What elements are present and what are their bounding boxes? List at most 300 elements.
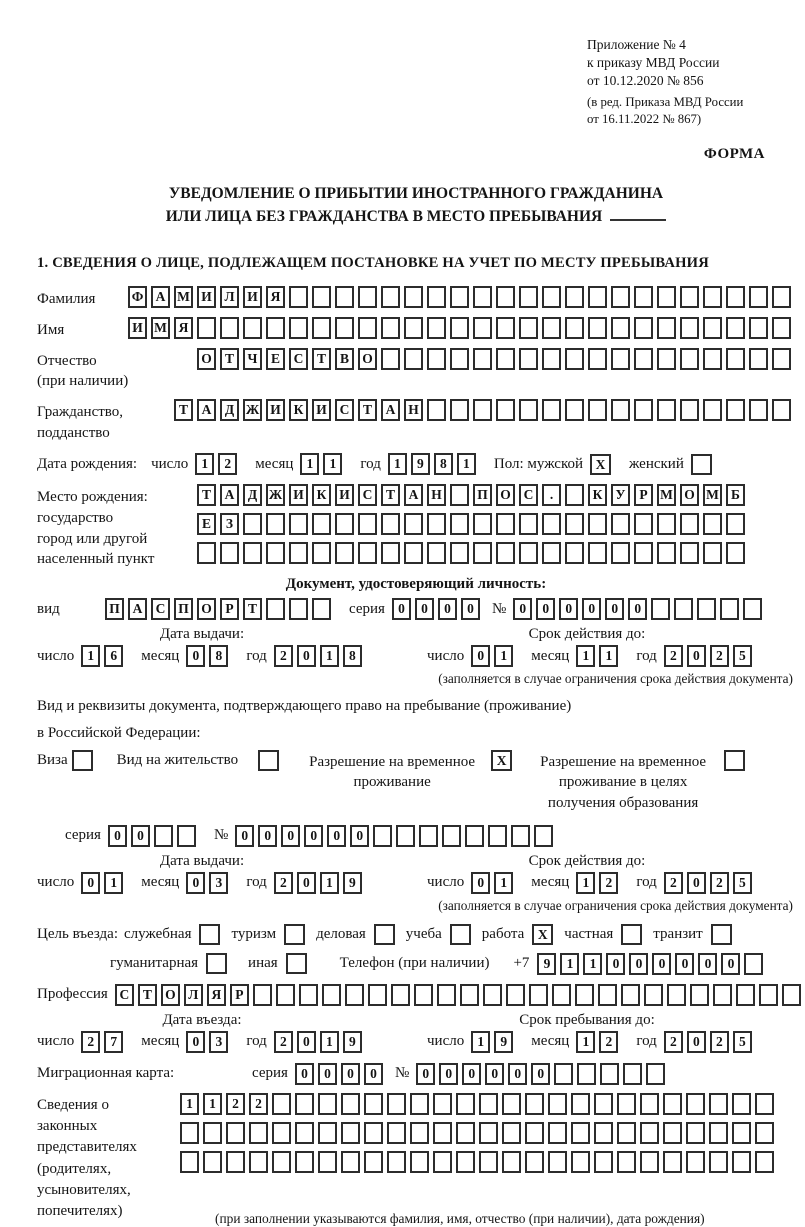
purpose-turizm-checkbox[interactable]	[284, 924, 305, 945]
char-cell[interactable]: Д	[220, 399, 239, 421]
char-cell[interactable]	[663, 1151, 682, 1173]
char-cell[interactable]: 0	[81, 872, 100, 894]
char-cell[interactable]	[154, 825, 173, 847]
char-cell[interactable]: Л	[184, 984, 203, 1006]
char-cell[interactable]	[433, 1093, 452, 1115]
char-cell[interactable]	[404, 542, 423, 564]
char-cell[interactable]	[772, 348, 791, 370]
char-cell[interactable]: 1	[560, 953, 579, 975]
char-cell[interactable]	[473, 348, 492, 370]
char-cell[interactable]: 1	[576, 872, 595, 894]
char-cell[interactable]	[525, 1151, 544, 1173]
char-cell[interactable]: 0	[438, 598, 457, 620]
char-cell[interactable]: 2	[274, 1031, 293, 1053]
char-cell[interactable]	[749, 399, 768, 421]
char-cell[interactable]: 3	[209, 1031, 228, 1053]
char-cell[interactable]: 0	[582, 598, 601, 620]
char-cell[interactable]: 1	[320, 872, 339, 894]
char-cell[interactable]: А	[381, 399, 400, 421]
char-cell[interactable]: У	[611, 484, 630, 506]
char-cell[interactable]	[703, 513, 722, 535]
char-cell[interactable]	[272, 1122, 291, 1144]
char-cell[interactable]: 0	[652, 953, 671, 975]
char-cell[interactable]	[680, 542, 699, 564]
char-cell[interactable]: 1	[323, 453, 342, 475]
char-cell[interactable]	[634, 542, 653, 564]
char-cell[interactable]: 6	[104, 645, 123, 667]
char-cell[interactable]: 0	[606, 953, 625, 975]
char-cell[interactable]	[496, 542, 515, 564]
char-cell[interactable]	[690, 984, 709, 1006]
char-cell[interactable]: 1	[81, 645, 100, 667]
char-cell[interactable]	[703, 399, 722, 421]
char-cell[interactable]	[511, 825, 530, 847]
char-cell[interactable]: 1	[104, 872, 123, 894]
char-cell[interactable]: И	[289, 484, 308, 506]
char-cell[interactable]	[433, 1122, 452, 1144]
purpose-delovaya-checkbox[interactable]	[374, 924, 395, 945]
char-cell[interactable]	[450, 484, 469, 506]
char-cell[interactable]	[404, 513, 423, 535]
char-cell[interactable]: 0	[471, 872, 490, 894]
char-cell[interactable]	[479, 1093, 498, 1115]
char-cell[interactable]: М	[174, 286, 193, 308]
char-cell[interactable]	[542, 317, 561, 339]
char-cell[interactable]	[335, 317, 354, 339]
char-cell[interactable]: 2	[81, 1031, 100, 1053]
char-cell[interactable]: М	[151, 317, 170, 339]
char-cell[interactable]	[318, 1122, 337, 1144]
char-cell[interactable]: 0	[628, 598, 647, 620]
char-cell[interactable]	[621, 984, 640, 1006]
char-cell[interactable]: 1	[195, 453, 214, 475]
char-cell[interactable]: Д	[243, 484, 262, 506]
purpose-chastnaya-checkbox[interactable]	[621, 924, 642, 945]
char-cell[interactable]	[322, 984, 341, 1006]
char-cell[interactable]: Я	[207, 984, 226, 1006]
char-cell[interactable]	[759, 984, 778, 1006]
char-cell[interactable]	[266, 598, 285, 620]
purpose-inaya-checkbox[interactable]	[286, 953, 307, 974]
char-cell[interactable]	[226, 1151, 245, 1173]
char-cell[interactable]: О	[680, 484, 699, 506]
char-cell[interactable]: О	[161, 984, 180, 1006]
char-cell[interactable]: 9	[537, 953, 556, 975]
char-cell[interactable]: 0	[297, 872, 316, 894]
char-cell[interactable]: 0	[439, 1063, 458, 1085]
char-cell[interactable]	[341, 1151, 360, 1173]
char-cell[interactable]: 0	[341, 1063, 360, 1085]
char-cell[interactable]: 1	[388, 453, 407, 475]
char-cell[interactable]	[404, 348, 423, 370]
sex-female-checkbox[interactable]	[691, 454, 712, 475]
char-cell[interactable]	[680, 348, 699, 370]
char-cell[interactable]: 0	[531, 1063, 550, 1085]
char-cell[interactable]	[312, 286, 331, 308]
char-cell[interactable]: И	[312, 399, 331, 421]
char-cell[interactable]: 1	[494, 872, 513, 894]
char-cell[interactable]	[749, 348, 768, 370]
char-cell[interactable]	[387, 1122, 406, 1144]
char-cell[interactable]	[289, 317, 308, 339]
char-cell[interactable]	[220, 317, 239, 339]
purpose-gumanitarnaya-checkbox[interactable]	[206, 953, 227, 974]
char-cell[interactable]	[460, 984, 479, 1006]
char-cell[interactable]	[542, 348, 561, 370]
char-cell[interactable]	[496, 317, 515, 339]
char-cell[interactable]: Е	[197, 513, 216, 535]
char-cell[interactable]	[640, 1122, 659, 1144]
sex-male-checkbox[interactable]: X	[590, 454, 611, 475]
char-cell[interactable]	[318, 1151, 337, 1173]
char-cell[interactable]: 1	[494, 645, 513, 667]
char-cell[interactable]	[519, 542, 538, 564]
char-cell[interactable]	[732, 1151, 751, 1173]
char-cell[interactable]: 0	[304, 825, 323, 847]
char-cell[interactable]	[726, 317, 745, 339]
char-cell[interactable]: Ж	[243, 399, 262, 421]
char-cell[interactable]	[575, 984, 594, 1006]
char-cell[interactable]	[364, 1151, 383, 1173]
char-cell[interactable]: 2	[710, 645, 729, 667]
char-cell[interactable]	[772, 399, 791, 421]
char-cell[interactable]	[456, 1093, 475, 1115]
char-cell[interactable]	[749, 286, 768, 308]
char-cell[interactable]: 1	[576, 645, 595, 667]
char-cell[interactable]: 0	[605, 598, 624, 620]
char-cell[interactable]	[713, 984, 732, 1006]
char-cell[interactable]: Т	[243, 598, 262, 620]
char-cell[interactable]: 0	[108, 825, 127, 847]
char-cell[interactable]: Ч	[243, 348, 262, 370]
char-cell[interactable]	[755, 1093, 774, 1115]
char-cell[interactable]	[479, 1122, 498, 1144]
char-cell[interactable]: 0	[415, 598, 434, 620]
char-cell[interactable]	[657, 399, 676, 421]
char-cell[interactable]	[594, 1151, 613, 1173]
char-cell[interactable]	[594, 1122, 613, 1144]
char-cell[interactable]	[588, 399, 607, 421]
char-cell[interactable]	[220, 542, 239, 564]
char-cell[interactable]	[519, 286, 538, 308]
char-cell[interactable]	[253, 984, 272, 1006]
char-cell[interactable]	[289, 286, 308, 308]
char-cell[interactable]	[634, 317, 653, 339]
char-cell[interactable]	[396, 825, 415, 847]
char-cell[interactable]	[450, 542, 469, 564]
char-cell[interactable]: 9	[411, 453, 430, 475]
char-cell[interactable]	[703, 286, 722, 308]
char-cell[interactable]	[197, 317, 216, 339]
char-cell[interactable]	[364, 1122, 383, 1144]
char-cell[interactable]	[483, 984, 502, 1006]
char-cell[interactable]	[697, 598, 716, 620]
char-cell[interactable]: С	[358, 484, 377, 506]
char-cell[interactable]: П	[473, 484, 492, 506]
char-cell[interactable]	[410, 1122, 429, 1144]
char-cell[interactable]: Р	[220, 598, 239, 620]
char-cell[interactable]: 1	[320, 1031, 339, 1053]
char-cell[interactable]: 2	[664, 872, 683, 894]
char-cell[interactable]	[496, 348, 515, 370]
char-cell[interactable]	[565, 399, 584, 421]
char-cell[interactable]	[680, 286, 699, 308]
char-cell[interactable]	[651, 598, 670, 620]
char-cell[interactable]: К	[289, 399, 308, 421]
char-cell[interactable]	[450, 317, 469, 339]
char-cell[interactable]	[617, 1122, 636, 1144]
char-cell[interactable]	[456, 1151, 475, 1173]
char-cell[interactable]	[709, 1093, 728, 1115]
char-cell[interactable]	[726, 399, 745, 421]
char-cell[interactable]	[548, 1122, 567, 1144]
char-cell[interactable]: 0	[687, 645, 706, 667]
char-cell[interactable]	[502, 1093, 521, 1115]
char-cell[interactable]	[381, 286, 400, 308]
char-cell[interactable]: С	[115, 984, 134, 1006]
char-cell[interactable]	[782, 984, 801, 1006]
char-cell[interactable]	[577, 1063, 596, 1085]
temp-residence-education-checkbox[interactable]	[724, 750, 745, 771]
char-cell[interactable]: 0	[318, 1063, 337, 1085]
char-cell[interactable]: Т	[174, 399, 193, 421]
char-cell[interactable]	[226, 1122, 245, 1144]
char-cell[interactable]: 0	[364, 1063, 383, 1085]
char-cell[interactable]: 8	[343, 645, 362, 667]
char-cell[interactable]	[600, 1063, 619, 1085]
char-cell[interactable]	[611, 286, 630, 308]
char-cell[interactable]	[404, 317, 423, 339]
char-cell[interactable]	[634, 348, 653, 370]
char-cell[interactable]	[243, 513, 262, 535]
char-cell[interactable]	[276, 984, 295, 1006]
char-cell[interactable]: С	[519, 484, 538, 506]
char-cell[interactable]: 9	[343, 1031, 362, 1053]
char-cell[interactable]	[680, 399, 699, 421]
char-cell[interactable]: С	[151, 598, 170, 620]
char-cell[interactable]	[358, 286, 377, 308]
char-cell[interactable]	[289, 598, 308, 620]
char-cell[interactable]	[450, 286, 469, 308]
char-cell[interactable]: 0	[462, 1063, 481, 1085]
char-cell[interactable]: Н	[427, 484, 446, 506]
char-cell[interactable]	[249, 1151, 268, 1173]
char-cell[interactable]: 0	[297, 1031, 316, 1053]
char-cell[interactable]	[479, 1151, 498, 1173]
char-cell[interactable]	[414, 984, 433, 1006]
char-cell[interactable]: Т	[220, 348, 239, 370]
char-cell[interactable]: И	[197, 286, 216, 308]
char-cell[interactable]	[732, 1122, 751, 1144]
char-cell[interactable]	[657, 317, 676, 339]
char-cell[interactable]	[358, 542, 377, 564]
char-cell[interactable]: 0	[485, 1063, 504, 1085]
char-cell[interactable]	[312, 542, 331, 564]
char-cell[interactable]	[373, 825, 392, 847]
char-cell[interactable]	[473, 286, 492, 308]
char-cell[interactable]	[335, 513, 354, 535]
char-cell[interactable]: 2	[274, 645, 293, 667]
char-cell[interactable]	[542, 286, 561, 308]
char-cell[interactable]	[427, 542, 446, 564]
char-cell[interactable]: 0	[687, 872, 706, 894]
char-cell[interactable]	[381, 513, 400, 535]
char-cell[interactable]: 0	[258, 825, 277, 847]
char-cell[interactable]	[726, 542, 745, 564]
char-cell[interactable]	[565, 286, 584, 308]
char-cell[interactable]	[335, 542, 354, 564]
char-cell[interactable]	[203, 1122, 222, 1144]
char-cell[interactable]	[177, 825, 196, 847]
char-cell[interactable]: 1	[180, 1093, 199, 1115]
char-cell[interactable]	[450, 513, 469, 535]
char-cell[interactable]	[744, 953, 763, 975]
char-cell[interactable]	[640, 1093, 659, 1115]
char-cell[interactable]	[548, 1151, 567, 1173]
temp-residence-checkbox[interactable]: X	[491, 750, 512, 771]
char-cell[interactable]	[726, 513, 745, 535]
char-cell[interactable]	[548, 1093, 567, 1115]
char-cell[interactable]: 2	[599, 1031, 618, 1053]
char-cell[interactable]	[571, 1122, 590, 1144]
char-cell[interactable]: 1	[457, 453, 476, 475]
char-cell[interactable]	[272, 1093, 291, 1115]
char-cell[interactable]	[450, 348, 469, 370]
char-cell[interactable]	[743, 598, 762, 620]
char-cell[interactable]	[772, 317, 791, 339]
char-cell[interactable]: П	[105, 598, 124, 620]
char-cell[interactable]	[634, 286, 653, 308]
char-cell[interactable]	[289, 542, 308, 564]
char-cell[interactable]: 8	[209, 645, 228, 667]
char-cell[interactable]	[617, 1151, 636, 1173]
char-cell[interactable]	[266, 317, 285, 339]
char-cell[interactable]	[663, 1122, 682, 1144]
char-cell[interactable]: Н	[404, 399, 423, 421]
char-cell[interactable]	[772, 286, 791, 308]
purpose-sluzhebnaya-checkbox[interactable]	[199, 924, 220, 945]
char-cell[interactable]	[488, 825, 507, 847]
char-cell[interactable]	[427, 399, 446, 421]
char-cell[interactable]	[554, 1063, 573, 1085]
char-cell[interactable]: Ж	[266, 484, 285, 506]
char-cell[interactable]	[345, 984, 364, 1006]
char-cell[interactable]: 0	[471, 645, 490, 667]
char-cell[interactable]	[565, 317, 584, 339]
char-cell[interactable]	[663, 1093, 682, 1115]
char-cell[interactable]	[506, 984, 525, 1006]
char-cell[interactable]	[611, 542, 630, 564]
char-cell[interactable]: А	[128, 598, 147, 620]
char-cell[interactable]	[657, 542, 676, 564]
char-cell[interactable]	[419, 825, 438, 847]
char-cell[interactable]: Е	[266, 348, 285, 370]
char-cell[interactable]: А	[151, 286, 170, 308]
char-cell[interactable]	[243, 317, 262, 339]
char-cell[interactable]	[674, 598, 693, 620]
char-cell[interactable]: 2	[710, 872, 729, 894]
char-cell[interactable]: С	[289, 348, 308, 370]
char-cell[interactable]: 0	[721, 953, 740, 975]
char-cell[interactable]	[243, 542, 262, 564]
char-cell[interactable]	[657, 348, 676, 370]
char-cell[interactable]	[249, 1122, 268, 1144]
char-cell[interactable]	[387, 1093, 406, 1115]
char-cell[interactable]: Р	[634, 484, 653, 506]
char-cell[interactable]: А	[404, 484, 423, 506]
char-cell[interactable]	[755, 1122, 774, 1144]
char-cell[interactable]: 1	[300, 453, 319, 475]
char-cell[interactable]	[709, 1122, 728, 1144]
char-cell[interactable]	[502, 1151, 521, 1173]
char-cell[interactable]	[180, 1151, 199, 1173]
char-cell[interactable]: И	[128, 317, 147, 339]
char-cell[interactable]	[703, 542, 722, 564]
char-cell[interactable]: 0	[297, 645, 316, 667]
char-cell[interactable]	[473, 317, 492, 339]
char-cell[interactable]	[295, 1122, 314, 1144]
char-cell[interactable]	[496, 399, 515, 421]
char-cell[interactable]	[456, 1122, 475, 1144]
purpose-rabota-checkbox[interactable]: X	[532, 924, 553, 945]
char-cell[interactable]	[542, 399, 561, 421]
char-cell[interactable]	[266, 513, 285, 535]
char-cell[interactable]	[312, 317, 331, 339]
char-cell[interactable]	[341, 1122, 360, 1144]
char-cell[interactable]: 5	[733, 1031, 752, 1053]
purpose-ucheba-checkbox[interactable]	[450, 924, 471, 945]
char-cell[interactable]: Т	[138, 984, 157, 1006]
char-cell[interactable]: 3	[209, 872, 228, 894]
char-cell[interactable]	[667, 984, 686, 1006]
char-cell[interactable]	[588, 542, 607, 564]
char-cell[interactable]: 0	[327, 825, 346, 847]
char-cell[interactable]: 2	[664, 1031, 683, 1053]
char-cell[interactable]	[368, 984, 387, 1006]
char-cell[interactable]: 0	[513, 598, 532, 620]
char-cell[interactable]	[720, 598, 739, 620]
char-cell[interactable]	[736, 984, 755, 1006]
char-cell[interactable]	[657, 286, 676, 308]
char-cell[interactable]: .	[542, 484, 561, 506]
char-cell[interactable]: 0	[186, 1031, 205, 1053]
char-cell[interactable]	[598, 984, 617, 1006]
char-cell[interactable]: 9	[343, 872, 362, 894]
char-cell[interactable]: 0	[629, 953, 648, 975]
char-cell[interactable]	[358, 317, 377, 339]
char-cell[interactable]	[686, 1151, 705, 1173]
char-cell[interactable]: 0	[295, 1063, 314, 1085]
char-cell[interactable]	[703, 317, 722, 339]
char-cell[interactable]: 2	[218, 453, 237, 475]
char-cell[interactable]: 2	[226, 1093, 245, 1115]
char-cell[interactable]	[611, 348, 630, 370]
char-cell[interactable]	[266, 542, 285, 564]
char-cell[interactable]: 0	[186, 872, 205, 894]
char-cell[interactable]	[502, 1122, 521, 1144]
char-cell[interactable]: 1	[320, 645, 339, 667]
char-cell[interactable]: 8	[434, 453, 453, 475]
char-cell[interactable]	[427, 317, 446, 339]
visa-checkbox[interactable]	[72, 750, 93, 771]
char-cell[interactable]	[203, 1151, 222, 1173]
char-cell[interactable]: И	[266, 399, 285, 421]
char-cell[interactable]	[272, 1151, 291, 1173]
char-cell[interactable]	[534, 825, 553, 847]
char-cell[interactable]	[404, 286, 423, 308]
char-cell[interactable]	[529, 984, 548, 1006]
char-cell[interactable]	[709, 1151, 728, 1173]
